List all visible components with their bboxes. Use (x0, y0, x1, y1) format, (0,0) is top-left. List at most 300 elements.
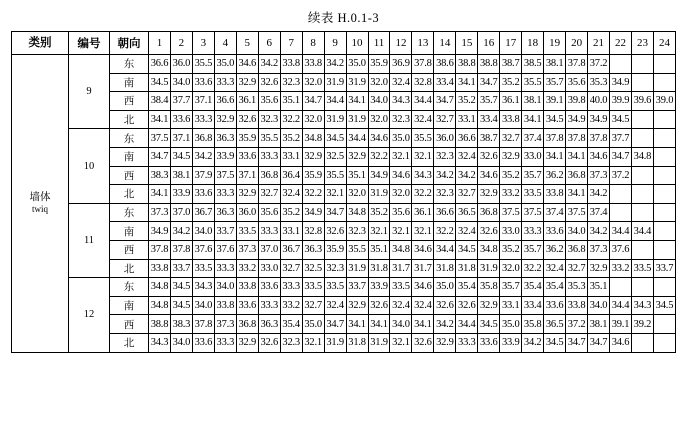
value-cell: 38.3 (149, 166, 171, 185)
value-cell: 32.6 (368, 296, 390, 315)
value-cell: 35.2 (500, 166, 522, 185)
group-number-cell: 9 (69, 55, 110, 129)
value-cell (631, 73, 653, 92)
value-cell (631, 333, 653, 352)
value-cell: 32.9 (500, 147, 522, 166)
value-cell: 32.2 (412, 185, 434, 204)
value-cell: 32.9 (346, 296, 368, 315)
value-cell: 32.6 (478, 147, 500, 166)
value-cell: 34.3 (390, 92, 412, 111)
value-cell: 34.2 (434, 166, 456, 185)
value-cell: 34.4 (610, 296, 632, 315)
value-cell: 33.8 (149, 259, 171, 278)
value-cell: 36.3 (302, 240, 324, 259)
value-cell: 34.5 (170, 147, 192, 166)
value-cell: 34.4 (346, 129, 368, 148)
category-sublabel: twiq (31, 204, 48, 215)
table-row (12, 185, 676, 204)
value-cell: 32.7 (434, 110, 456, 129)
value-cell: 34.7 (324, 315, 346, 334)
value-cell: 35.7 (522, 166, 544, 185)
value-cell: 37.7 (610, 129, 632, 148)
value-cell: 32.3 (258, 110, 280, 129)
group-number-cell: 11 (69, 203, 110, 277)
value-cell: 36.8 (566, 240, 588, 259)
value-cell: 37.4 (588, 203, 610, 222)
table-row (12, 73, 676, 92)
value-cell: 32.9 (478, 296, 500, 315)
value-cell: 32.6 (258, 73, 280, 92)
value-cell: 34.0 (368, 92, 390, 111)
value-cell: 33.6 (170, 110, 192, 129)
value-cell: 35.1 (280, 92, 302, 111)
value-cell: 34.2 (258, 55, 280, 74)
value-cell: 40.0 (588, 92, 610, 111)
value-cell: 34.6 (588, 147, 610, 166)
value-cell: 34.1 (149, 185, 171, 204)
value-cell: 34.0 (588, 296, 610, 315)
value-cell: 33.6 (478, 333, 500, 352)
value-cell: 33.1 (500, 296, 522, 315)
table-row (12, 110, 676, 129)
header-hour-7: 7 (280, 32, 302, 55)
value-cell: 38.8 (456, 55, 478, 74)
value-cell: 39.8 (566, 92, 588, 111)
value-cell: 34.4 (631, 222, 653, 241)
value-cell: 36.8 (258, 166, 280, 185)
value-cell: 33.3 (258, 296, 280, 315)
value-cell: 37.3 (149, 203, 171, 222)
value-cell: 35.1 (588, 278, 610, 297)
table-row (12, 259, 676, 278)
value-cell: 32.5 (324, 147, 346, 166)
value-cell: 34.1 (346, 92, 368, 111)
value-cell: 34.9 (368, 166, 390, 185)
value-cell: 33.3 (258, 147, 280, 166)
value-cell: 36.3 (258, 315, 280, 334)
table-row (12, 203, 676, 222)
value-cell (631, 166, 653, 185)
orientation-cell: 南 (110, 147, 149, 166)
value-cell: 33.7 (346, 278, 368, 297)
value-cell: 33.6 (192, 185, 214, 204)
value-cell (653, 129, 675, 148)
value-cell: 37.6 (192, 240, 214, 259)
value-cell: 32.4 (456, 222, 478, 241)
header-hour-23: 23 (631, 32, 653, 55)
value-cell: 32.9 (478, 185, 500, 204)
value-cell: 33.3 (280, 278, 302, 297)
value-cell: 33.2 (500, 185, 522, 204)
value-cell: 37.1 (192, 92, 214, 111)
value-cell: 36.6 (214, 92, 236, 111)
value-cell (653, 166, 675, 185)
value-cell: 36.8 (566, 166, 588, 185)
value-cell (653, 110, 675, 129)
value-cell: 32.4 (456, 147, 478, 166)
value-cell: 34.5 (610, 110, 632, 129)
value-cell: 32.6 (478, 222, 500, 241)
value-cell: 32.6 (434, 296, 456, 315)
value-cell: 36.0 (236, 203, 258, 222)
value-cell: 33.8 (236, 278, 258, 297)
value-cell: 33.6 (236, 296, 258, 315)
value-cell: 36.6 (434, 203, 456, 222)
value-cell: 35.5 (522, 73, 544, 92)
value-cell: 33.7 (214, 222, 236, 241)
category-label: 墙体 (29, 192, 51, 204)
value-cell: 37.6 (214, 240, 236, 259)
value-cell (653, 73, 675, 92)
value-cell: 37.6 (610, 240, 632, 259)
value-cell: 38.3 (170, 315, 192, 334)
value-cell: 35.3 (588, 73, 610, 92)
header-hour-5: 5 (236, 32, 258, 55)
value-cell: 35.2 (500, 240, 522, 259)
value-cell (610, 203, 632, 222)
value-cell: 35.6 (258, 92, 280, 111)
value-cell: 34.5 (456, 240, 478, 259)
value-cell: 36.7 (192, 203, 214, 222)
value-cell: 34.0 (566, 222, 588, 241)
value-cell: 34.7 (566, 333, 588, 352)
value-cell: 38.1 (588, 315, 610, 334)
value-cell: 39.6 (631, 92, 653, 111)
value-cell: 37.0 (170, 203, 192, 222)
orientation-cell: 南 (110, 222, 149, 241)
value-cell: 33.0 (258, 259, 280, 278)
table-row (12, 55, 676, 74)
value-cell: 38.7 (478, 129, 500, 148)
value-cell: 35.2 (280, 129, 302, 148)
value-cell: 35.7 (500, 278, 522, 297)
value-cell: 32.7 (566, 259, 588, 278)
value-cell: 33.9 (214, 147, 236, 166)
header-hour-2: 2 (170, 32, 192, 55)
value-cell: 33.2 (610, 259, 632, 278)
value-cell: 33.1 (456, 110, 478, 129)
value-cell: 34.2 (588, 222, 610, 241)
value-cell: 32.4 (390, 73, 412, 92)
value-cell: 34.8 (346, 203, 368, 222)
value-cell: 35.5 (258, 129, 280, 148)
value-cell: 33.6 (544, 222, 566, 241)
value-cell: 32.8 (302, 222, 324, 241)
orientation-cell: 东 (110, 278, 149, 297)
value-cell: 32.4 (544, 259, 566, 278)
value-cell: 32.1 (324, 185, 346, 204)
value-cell: 32.9 (236, 185, 258, 204)
value-cell: 34.5 (478, 315, 500, 334)
value-cell: 34.8 (149, 296, 171, 315)
value-cell: 32.9 (236, 333, 258, 352)
value-cell: 34.5 (170, 278, 192, 297)
value-cell: 37.8 (192, 315, 214, 334)
orientation-cell: 东 (110, 129, 149, 148)
value-cell: 34.8 (631, 147, 653, 166)
value-cell: 33.5 (631, 259, 653, 278)
value-cell: 34.6 (478, 166, 500, 185)
table-row (12, 129, 676, 148)
value-cell: 33.8 (302, 55, 324, 74)
value-cell: 34.7 (324, 203, 346, 222)
value-cell: 36.5 (456, 203, 478, 222)
value-cell (610, 278, 632, 297)
value-cell: 31.9 (324, 333, 346, 352)
value-cell: 33.6 (544, 296, 566, 315)
value-cell: 34.6 (236, 55, 258, 74)
table-caption: 续表 H.0.1-3 (307, 11, 380, 25)
value-cell: 32.1 (412, 222, 434, 241)
value-cell: 34.8 (149, 278, 171, 297)
header-hour-24: 24 (653, 32, 675, 55)
value-cell: 32.6 (236, 110, 258, 129)
value-cell: 34.2 (192, 147, 214, 166)
value-cell (610, 185, 632, 204)
value-cell: 33.5 (390, 278, 412, 297)
value-cell: 33.4 (522, 296, 544, 315)
value-cell: 34.9 (149, 222, 171, 241)
value-cell: 35.3 (566, 278, 588, 297)
value-cell: 32.0 (302, 110, 324, 129)
value-cell: 36.0 (170, 55, 192, 74)
value-cell: 34.6 (610, 333, 632, 352)
value-cell: 38.4 (149, 92, 171, 111)
value-cell (653, 203, 675, 222)
value-cell: 34.6 (390, 166, 412, 185)
value-cell: 33.8 (500, 110, 522, 129)
value-cell: 36.2 (544, 166, 566, 185)
value-cell: 35.8 (522, 315, 544, 334)
value-cell: 36.1 (500, 92, 522, 111)
value-cell: 37.5 (500, 203, 522, 222)
value-cell: 37.2 (588, 55, 610, 74)
value-cell: 38.8 (149, 315, 171, 334)
value-cell: 36.5 (544, 315, 566, 334)
value-cell: 38.1 (544, 55, 566, 74)
value-cell: 33.5 (324, 278, 346, 297)
value-cell: 35.9 (236, 129, 258, 148)
value-cell: 34.5 (170, 296, 192, 315)
value-cell: 34.7 (434, 92, 456, 111)
header-hour-10: 10 (346, 32, 368, 55)
value-cell: 34.7 (149, 147, 171, 166)
value-cell: 31.9 (346, 73, 368, 92)
value-cell: 33.9 (170, 185, 192, 204)
value-cell: 35.7 (478, 92, 500, 111)
value-cell: 33.8 (566, 296, 588, 315)
value-cell: 31.9 (478, 259, 500, 278)
header-hour-18: 18 (522, 32, 544, 55)
header-hour-13: 13 (412, 32, 434, 55)
value-cell: 33.6 (192, 333, 214, 352)
value-cell: 34.0 (214, 278, 236, 297)
value-cell: 35.6 (566, 73, 588, 92)
value-cell: 38.6 (434, 55, 456, 74)
value-cell: 36.6 (149, 55, 171, 74)
value-cell: 34.1 (412, 315, 434, 334)
value-cell: 34.4 (456, 315, 478, 334)
value-cell (631, 129, 653, 148)
value-cell: 32.0 (368, 73, 390, 92)
value-cell: 34.4 (412, 92, 434, 111)
value-cell: 35.0 (346, 55, 368, 74)
header-hour-20: 20 (566, 32, 588, 55)
value-cell: 36.4 (280, 166, 302, 185)
value-cell (631, 240, 653, 259)
value-cell: 35.4 (280, 315, 302, 334)
value-cell: 33.7 (170, 259, 192, 278)
header-number: 编号 (69, 32, 110, 55)
value-cell: 32.6 (412, 333, 434, 352)
value-cell: 36.8 (192, 129, 214, 148)
value-cell: 35.4 (522, 278, 544, 297)
header-hour-8: 8 (302, 32, 324, 55)
value-cell: 35.8 (478, 278, 500, 297)
value-cell: 34.8 (302, 129, 324, 148)
value-cell: 35.1 (346, 166, 368, 185)
value-cell: 37.8 (149, 240, 171, 259)
value-cell: 34.7 (588, 333, 610, 352)
value-cell (631, 110, 653, 129)
value-cell: 34.7 (478, 73, 500, 92)
orientation-cell: 西 (110, 166, 149, 185)
value-cell: 33.7 (653, 259, 675, 278)
value-cell: 31.8 (346, 333, 368, 352)
value-cell: 32.9 (214, 110, 236, 129)
value-cell: 34.6 (412, 240, 434, 259)
value-cell: 32.1 (390, 222, 412, 241)
value-cell: 31.7 (412, 259, 434, 278)
value-cell: 35.4 (544, 278, 566, 297)
value-cell: 34.3 (192, 278, 214, 297)
value-cell: 32.4 (390, 296, 412, 315)
value-cell: 33.5 (192, 259, 214, 278)
value-cell: 37.1 (170, 129, 192, 148)
value-cell: 31.9 (346, 110, 368, 129)
value-cell: 37.8 (170, 240, 192, 259)
value-cell: 35.4 (456, 278, 478, 297)
value-cell: 36.3 (214, 203, 236, 222)
value-cell: 36.1 (412, 203, 434, 222)
value-cell: 36.3 (214, 129, 236, 148)
value-cell: 34.1 (149, 110, 171, 129)
value-cell: 37.8 (566, 55, 588, 74)
value-cell: 33.2 (236, 259, 258, 278)
value-cell: 33.3 (214, 73, 236, 92)
category-cell (12, 55, 69, 353)
value-cell: 32.7 (302, 296, 324, 315)
header-hour-11: 11 (368, 32, 390, 55)
value-cell: 32.3 (280, 73, 302, 92)
value-cell: 34.5 (544, 110, 566, 129)
value-cell: 32.2 (434, 222, 456, 241)
value-cell: 35.5 (324, 166, 346, 185)
value-cell: 35.7 (544, 73, 566, 92)
value-cell: 32.3 (346, 222, 368, 241)
value-cell: 33.3 (522, 222, 544, 241)
header-orientation: 朝向 (110, 32, 149, 55)
value-cell: 35.6 (390, 203, 412, 222)
table-header-row (12, 32, 676, 55)
value-cell (653, 147, 675, 166)
value-cell: 37.2 (610, 166, 632, 185)
orientation-cell: 东 (110, 55, 149, 74)
value-cell: 34.1 (566, 147, 588, 166)
value-cell: 37.8 (544, 129, 566, 148)
value-cell: 36.2 (544, 240, 566, 259)
value-cell: 34.4 (324, 92, 346, 111)
value-cell: 34.5 (653, 296, 675, 315)
value-cell: 31.9 (324, 110, 346, 129)
value-cell: 32.0 (302, 73, 324, 92)
value-cell: 37.0 (258, 240, 280, 259)
value-cell: 31.8 (434, 259, 456, 278)
table-row (12, 296, 676, 315)
value-cell: 37.2 (566, 315, 588, 334)
value-cell: 33.8 (544, 185, 566, 204)
value-cell: 32.9 (434, 333, 456, 352)
value-cell: 32.9 (346, 147, 368, 166)
value-cell: 33.8 (280, 55, 302, 74)
value-cell: 33.3 (456, 333, 478, 352)
header-hour-22: 22 (610, 32, 632, 55)
value-cell: 32.9 (588, 259, 610, 278)
table-row (12, 222, 676, 241)
value-cell: 34.9 (610, 73, 632, 92)
value-cell: 37.5 (566, 203, 588, 222)
value-cell: 33.0 (500, 222, 522, 241)
orientation-cell: 北 (110, 259, 149, 278)
value-cell: 35.2 (500, 73, 522, 92)
value-cell: 32.1 (302, 333, 324, 352)
value-cell: 37.1 (236, 166, 258, 185)
value-cell: 38.1 (522, 92, 544, 111)
value-cell: 34.1 (456, 73, 478, 92)
value-cell: 34.1 (566, 185, 588, 204)
value-cell: 37.8 (566, 129, 588, 148)
value-cell: 38.8 (478, 55, 500, 74)
value-cell: 35.2 (280, 203, 302, 222)
value-cell: 34.4 (610, 222, 632, 241)
value-cell (631, 185, 653, 204)
value-cell: 34.9 (588, 110, 610, 129)
value-cell: 35.0 (302, 315, 324, 334)
value-cell: 32.4 (412, 110, 434, 129)
header-hour-15: 15 (456, 32, 478, 55)
orientation-cell: 北 (110, 110, 149, 129)
value-cell: 35.7 (522, 240, 544, 259)
value-cell: 33.5 (302, 278, 324, 297)
group-number-cell: 12 (69, 278, 110, 352)
value-cell: 33.1 (280, 147, 302, 166)
value-cell: 32.7 (280, 259, 302, 278)
value-cell: 39.1 (610, 315, 632, 334)
value-cell: 34.9 (566, 110, 588, 129)
value-cell: 33.3 (192, 110, 214, 129)
value-cell: 33.4 (434, 73, 456, 92)
value-cell: 38.1 (170, 166, 192, 185)
value-cell: 34.9 (302, 203, 324, 222)
value-cell: 33.6 (258, 278, 280, 297)
header-hour-16: 16 (478, 32, 500, 55)
value-cell: 37.5 (214, 166, 236, 185)
header-hour-4: 4 (214, 32, 236, 55)
orientation-cell: 西 (110, 240, 149, 259)
header-hour-19: 19 (544, 32, 566, 55)
value-cell: 36.1 (236, 92, 258, 111)
value-cell: 31.8 (368, 259, 390, 278)
